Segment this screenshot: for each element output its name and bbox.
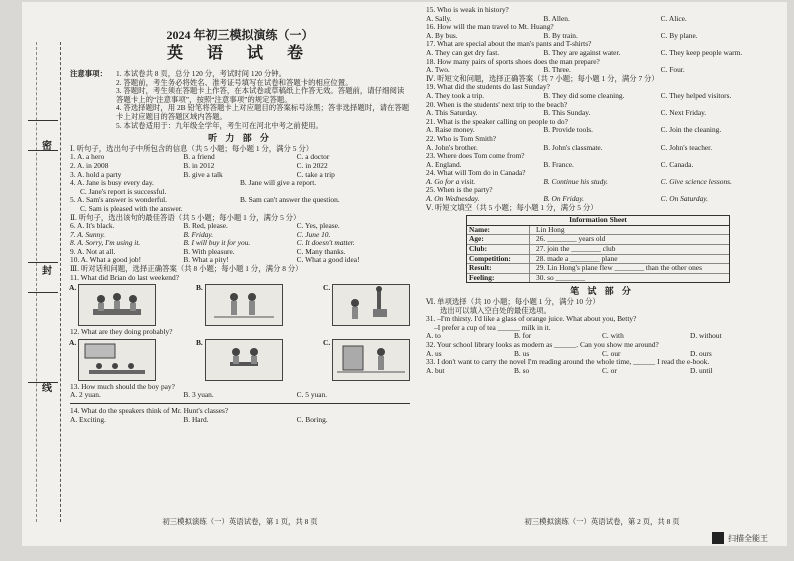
option: B. By train. xyxy=(543,30,578,40)
option: C. Give science lessons. xyxy=(660,176,732,186)
writing-section-title: 笔 试 部 分 xyxy=(570,286,634,297)
option: D. until xyxy=(690,365,713,375)
option: C. June 10. xyxy=(296,229,331,239)
option: A. England. xyxy=(426,159,462,169)
info-key: Feeling: xyxy=(467,274,530,283)
question-row xyxy=(70,222,410,231)
info-row-result xyxy=(467,264,729,274)
info-value: Lin Hong xyxy=(536,224,565,234)
option: B. John's classmate. xyxy=(543,142,603,152)
option: 1. A. a hero xyxy=(70,152,105,162)
option: C. Sam is pleased with the answer. xyxy=(80,203,183,213)
question-row xyxy=(70,239,410,248)
binding-rule xyxy=(28,120,58,121)
binding-dashed-line xyxy=(60,42,61,522)
option: C. By plane. xyxy=(660,30,698,40)
info-value: 26. ________ years old xyxy=(536,234,606,244)
classroom-illustration xyxy=(79,340,155,380)
information-sheet xyxy=(466,215,730,283)
option: C. It doesn't matter. xyxy=(296,238,355,248)
option: C. or xyxy=(602,365,617,375)
option: 8. A. Sorry, I'm using it. xyxy=(70,238,141,248)
picture-option-b xyxy=(196,337,283,381)
binding-mark-mi: 密 xyxy=(42,141,52,152)
question-row xyxy=(70,153,410,162)
option: B. so xyxy=(514,365,530,375)
option: C. our xyxy=(602,348,621,358)
option: B. I will buy it for you. xyxy=(183,238,251,248)
picture-option-b xyxy=(196,283,283,326)
question-19: 19. What did the students do last Sunday? xyxy=(426,82,550,92)
binding-mark-feng: 封 xyxy=(42,266,52,277)
option: C. On Saturday. xyxy=(660,194,709,204)
option: B. in 2012 xyxy=(183,160,215,170)
notice-label: 注意事项： xyxy=(70,69,107,78)
question-row xyxy=(426,367,778,376)
option: C. take a trip xyxy=(296,169,335,179)
question-25: 25. When is the party? xyxy=(426,185,493,195)
option: B. Sam can't answer the question. xyxy=(240,195,340,205)
option: B. What a pity! xyxy=(183,255,229,265)
option: 5. A. Sam's answer is wonderful. xyxy=(70,195,167,205)
question-16: 16. How will the man travel to Mt. Huang? xyxy=(426,22,554,32)
info-value: 27. join the ________ club xyxy=(536,244,616,254)
option: A. John's brother. xyxy=(426,142,478,152)
question-12: 12. What are they doing probably? xyxy=(70,327,173,337)
option: A. Raise money. xyxy=(426,125,475,135)
option: C. What a good idea! xyxy=(296,255,360,265)
restaurant-illustration xyxy=(206,340,282,380)
option: A. to xyxy=(426,331,441,341)
option: B. Continue his study. xyxy=(543,176,608,186)
question-24: 24. What will Tom do in Canada? xyxy=(426,168,526,178)
notice-item: 2. 答题前，考生务必将姓名、准考证号填写在试卷和答题卡的相应位置。 xyxy=(116,77,353,87)
divider xyxy=(70,403,410,404)
binding-dashed-line-outer xyxy=(36,42,37,522)
question-31: 31. –I'm thirsty. I'd like a glass of orange juice. What about you, Betty? xyxy=(426,314,637,324)
option: B. Red, please. xyxy=(183,221,228,231)
information-sheet-title: Information Sheet xyxy=(467,216,729,226)
picture-option-c xyxy=(323,337,410,381)
section-5-instructions: Ⅴ. 听短文填空（共 5 小题；每小题 1 分，满分 5 分） xyxy=(426,202,598,212)
notice-item: 1. 本试卷共 8 页，总分 120 分，考试时间 120 分钟。 xyxy=(116,69,286,78)
notice-list xyxy=(116,70,410,130)
option: A. Sally. xyxy=(426,13,452,23)
section-6-instructions: Ⅵ. 单项选择（共 10 小题；每小题 1 分，满分 10 分） xyxy=(426,297,600,306)
option: A. On Wednesday. xyxy=(426,194,480,204)
option: C. Alice. xyxy=(660,13,687,23)
picture-label: A. xyxy=(69,283,77,293)
option: 2. A. in 2008 xyxy=(70,160,109,170)
picture-option-c xyxy=(323,283,410,326)
section-1-instructions: Ⅰ. 听句子，选出句子中所包含的信息（共 5 小题；每小题 1 分，满分 5 分） xyxy=(70,143,314,153)
question-22: 22. Who is Tom Smith? xyxy=(426,133,497,143)
family-dinner-illustration xyxy=(79,285,155,325)
binding-rule xyxy=(28,292,58,293)
scanner-watermark: 扫描全能王 xyxy=(728,534,768,543)
option: C. Canada. xyxy=(660,159,694,169)
picture-label: C. xyxy=(323,337,331,347)
scanner-logo-icon xyxy=(712,532,724,544)
option: A. By bus. xyxy=(426,30,458,40)
question-row xyxy=(70,416,410,425)
picture-label: A. xyxy=(69,337,77,347)
picture-label: B. xyxy=(196,283,203,293)
option: B. Hard. xyxy=(183,414,209,424)
option: A. Go for a visit. xyxy=(426,176,476,186)
option: C. They helped visitors. xyxy=(660,90,732,100)
info-value: 29. Lin Hong's plane flew ________ than the other ones xyxy=(536,263,702,273)
option: C. a doctor xyxy=(296,152,330,162)
option: A. They can get dry fast. xyxy=(426,47,500,57)
option: B. Jane will give a report. xyxy=(240,178,317,188)
question-21: 21. What is the speaker calling on people to do? xyxy=(426,116,568,126)
option: B. for xyxy=(514,331,532,341)
option: A. They took a trip. xyxy=(426,90,485,100)
info-value: 30. so ________ xyxy=(536,272,586,282)
option: 6. A. It's black. xyxy=(70,221,115,231)
option: C. 5 yuan. xyxy=(296,390,328,400)
option: B. Three. xyxy=(543,65,571,75)
zoo-giraffe-illustration xyxy=(333,285,409,325)
question-11-pictures xyxy=(69,283,410,326)
option: C. with xyxy=(602,331,624,341)
exam-subject-title: 英 语 试 卷 xyxy=(166,45,313,62)
info-value: 28. made a ________ plane xyxy=(536,253,618,263)
option: B. Provide tools. xyxy=(543,125,594,135)
info-key: Age: xyxy=(467,235,530,244)
info-key: Name: xyxy=(467,226,530,235)
option: 10. A. What a good job! xyxy=(70,255,142,265)
option: A. Two. xyxy=(426,65,450,75)
info-row-feeling xyxy=(467,274,729,283)
question-row xyxy=(70,391,410,400)
section-6-subinstructions: 选出可以填入空白处的最佳选项。 xyxy=(440,305,551,315)
option: B. Allen. xyxy=(543,13,570,23)
picture-option-a xyxy=(69,283,156,326)
option: C. They keep people warm. xyxy=(660,47,743,57)
option: 9. A. Not at all. xyxy=(70,246,116,256)
question-18: 18. How many pairs of sports shoes does the man prepare? xyxy=(426,56,600,66)
question-31-line2: –I prefer a cup of tea ______ milk in it. xyxy=(434,322,551,332)
option: B. This Sunday. xyxy=(543,108,591,118)
question-11: 11. What did Brian do last weekend? xyxy=(70,272,179,282)
question-13: 13. How much should the boy pay? xyxy=(70,381,175,391)
section-3-instructions: Ⅲ. 听对话和问题，选择正确答案（共 8 小题；每小题 1 分，满分 8 分） xyxy=(70,264,303,274)
option: A. 2 yuan. xyxy=(70,390,101,400)
question-33: 33. I don't want to carry the novel I'm reading around the whole time, ______ I read the e-book. xyxy=(426,357,710,367)
binding-margin xyxy=(22,2,72,546)
option: C. Yes, please. xyxy=(296,221,340,231)
option: B. They did some cleaning. xyxy=(543,90,625,100)
option: C. Many thanks. xyxy=(296,246,346,256)
notice-item: 4. 答选择题时，用 2B 铅笔将答题卡上对应题目的答案标号涂黑；答非选择题时，请在答题卡上对应题目的答题区域内答题。 xyxy=(116,103,410,121)
question-32: 32. Your school library looks as modern as ______. Can you show me around? xyxy=(426,339,659,349)
option: 3. A. hold a party xyxy=(70,169,122,179)
volunteers-illustration xyxy=(206,285,282,325)
option: C. Next Friday. xyxy=(660,108,707,118)
question-23: 23. Where does Tom come from? xyxy=(426,151,525,161)
option: B. 3 yuan. xyxy=(183,390,214,400)
notice-block xyxy=(70,70,410,130)
option: B. Friday. xyxy=(183,229,214,239)
option: C. Four. xyxy=(660,65,685,75)
binding-mark-xian: 线 xyxy=(42,383,52,394)
option: B. With pleasure. xyxy=(183,246,235,256)
info-key: Result: xyxy=(467,264,530,273)
binding-rule xyxy=(28,262,58,263)
question-15: 15. Who is weak in history? xyxy=(426,5,509,14)
option: B. They are against water. xyxy=(543,47,621,57)
option: B. On Friday. xyxy=(543,194,584,204)
section-2-instructions: Ⅱ. 听句子，选出该句的最佳答语（共 5 小题；每小题 1 分，满分 5 分） xyxy=(70,212,301,222)
notice-item: 5. 本试卷适用于：九年级全学年，考生可在河北中考之前使用。 xyxy=(116,120,323,130)
question-12-pictures xyxy=(69,337,410,381)
question-14: 14. What do the speakers think of Mr. Hunt's classes? xyxy=(70,406,229,416)
notice-item: 3. 答题时，考生须在答题卡上作答，在本试卷或草稿纸上作答无效。答题前，请仔细阅读答题卡上的“注意事项”，按照“注意事项”的规定答题。 xyxy=(116,86,405,104)
section-4-instructions: Ⅳ. 听短文和问题，选择正确答案（共 7 小题；每小题 1 分，满分 7 分） xyxy=(426,73,659,83)
left-page: 2024 年初三模拟演练（一） 英 语 试 卷 注意事项： 1. 本试卷共 8 页，总分 120 分，考试时间 120 分钟。 2. 答题前，考生务必将姓名、准考证号填写在试卷和答题卡的相应位置。 3. 答题时，考生须在答题卡上作答，在本试卷或草稿纸上作答无效。答题前，请仔细阅读答题卡上的“注意事项”，按照“注意事项”的规定答题。 4. 答选择题时，用 2B 铅笔将答题卡上对应题目的答案标号涂黑；答非选择题时，请在答题卡上对应题目的答题区域内答题。 5. 本试卷适用于：九年级全学年，考生可在河北中考之前使用。 听 力 部 分 Ⅰ. 听句子，选出句子中所包含的信息（共 5 小题；每小题 1 分，满分 5 分） 1. A. a hero B. a friend C. a doctor 2. A. in 2008 B. in 2012 C. in 2022 3. A. hold a party B. give a talk C. take a trip 4. A. Jane is busy every day. B. Jane will give a report. C. Jane's report is successful. 5. A. Sam's answer is wonderful. B. Sam can't answer the question. C. Sam is pleased with the answer. Ⅱ. 听句子，选出该句的最佳答语（共 5 小题；每小题 1 分，满分 5 分） 6. A. It's black. B. Red, please. C. Yes, please. 7. A. Sunny. B. Friday. C. June 10. 8. A. Sorry, I'm using it. B. I will buy it for you. C. It doesn't matter. 9. A. Not at all. B. With pleasure. C. Many thanks. 10. A. What a good job! B. What a pity! C. What a good idea! Ⅲ. 听对话和问题，选择正确答案（共 8 小题；每小题 1 分，满分 8 分） 11. What did Brian do last weekend? A. B. C. 12. What are they doing probably? A. B. C. 13. How much should the boy pay? A. 2 yuan. B. 3 yuan. C. 5 yuan. 14. What do the speakers think of Mr. Hunt's classes? A. Exciting. B. Hard. C. Boring. 初三模拟演练（一）英语试卷，第 1 页，共 8 页 xyxy=(69,28,410,526)
option: A. us xyxy=(426,348,442,358)
option: C. in 2022 xyxy=(296,160,328,170)
option: C. Boring. xyxy=(296,414,328,424)
option: A. Exciting. xyxy=(70,414,106,424)
option: 7. A. Sunny. xyxy=(70,229,105,239)
question-17: 17. What are special about the man's pants and T-shirts? xyxy=(426,39,592,49)
option: A. but xyxy=(426,365,445,375)
option: D. without xyxy=(690,331,722,341)
listening-section-title: 听 力 部 分 xyxy=(208,133,272,144)
exam-sheet xyxy=(22,2,787,546)
right-page: 15. Who is weak in history? A. Sally. B. Allen. C. Alice. 16. How will the man travel to Mt. Huang? A. By bus. B. By train. C. By plane. 17. What are special about the man's pants and T-shirts? A. They can get dry fast. B. They are against water. C. They keep people warm. 18. How many pairs of sports shoes does the man prepare? A. Two. B. Three. C. Four. Ⅳ. 听短文和问题，选择正确答案（共 7 小题；每小题 1 分，满分 7 分） 19. What did the students do last Sunday? A. They took a trip. B. They did some cleaning. C. They helped visitors. 20. When is the students' next trip to the beach? A. This Saturday. B. This Sunday. C. Next Friday. 21. What is the speaker calling on people to do? A. Raise money. B. Provide tools. C. Join the cleaning. 22. Who is Tom Smith? A. John's brother. B. John's classmate. C. John's teacher. 23. Where does Tom come from? A. England. B. France. C. Canada. 24. What will Tom do in Canada? A. Go for a visit. B. Continue his study. C. Give science lessons. 25. When is the party? A. On Wednesday. B. On Friday. C. On Saturday. Ⅴ. 听短文填空（共 5 小题；每小题 1 分，满分 5 分） Information Sheet Name: Lin Hong Age: 26. ________ years old Club: 27. join the ________ club Competition: 28. made a ________ plane Result: 29. Lin Hong's plane flew ________ than the other ones Feeling: 30. so ________ 笔 试 部 分 Ⅵ. 单项选择（共 10 小题；每小题 1 分，满分 10 分） 选出可以填入空白处的最佳选项。 31. –I'm thirsty. I'd like a glass of orange juice. What about you, Betty? –I prefer a cup of tea ______ milk in it. A. to B. for C. with D. without 32. Your school library looks as modern as ______. Can you show me around? A. us B. us C. our D. ours 33. I don't want to carry the novel I'm reading around the whole time, ______ I read the e-book. A. but B. so C. or D. until 初三模拟演练（一）英语试卷，第 2 页，共 8 页 xyxy=(426,6,778,375)
option: B. give a talk xyxy=(183,169,223,179)
option: C. Join the cleaning. xyxy=(660,125,722,135)
option: A. This Saturday. xyxy=(426,108,478,118)
option: D. ours xyxy=(690,348,712,358)
option: B. us xyxy=(514,348,530,358)
info-key: Competition: xyxy=(467,255,530,264)
option: 4. A. Jane is busy every day. xyxy=(70,178,154,188)
shopping-illustration xyxy=(333,340,409,380)
option: B. France. xyxy=(543,159,574,169)
picture-option-a xyxy=(69,337,156,381)
option: C. John's teacher. xyxy=(660,142,713,152)
question-20: 20. When is the students' next trip to the beach? xyxy=(426,99,568,109)
option: C. Jane's report is successful. xyxy=(80,186,167,196)
exam-title: 2024 年初三模拟演练（一） xyxy=(166,28,314,42)
picture-label: C. xyxy=(323,283,331,293)
picture-label: B. xyxy=(196,337,203,347)
info-key: Club: xyxy=(467,245,530,254)
question-row xyxy=(70,162,410,171)
option: B. a friend xyxy=(183,152,215,162)
